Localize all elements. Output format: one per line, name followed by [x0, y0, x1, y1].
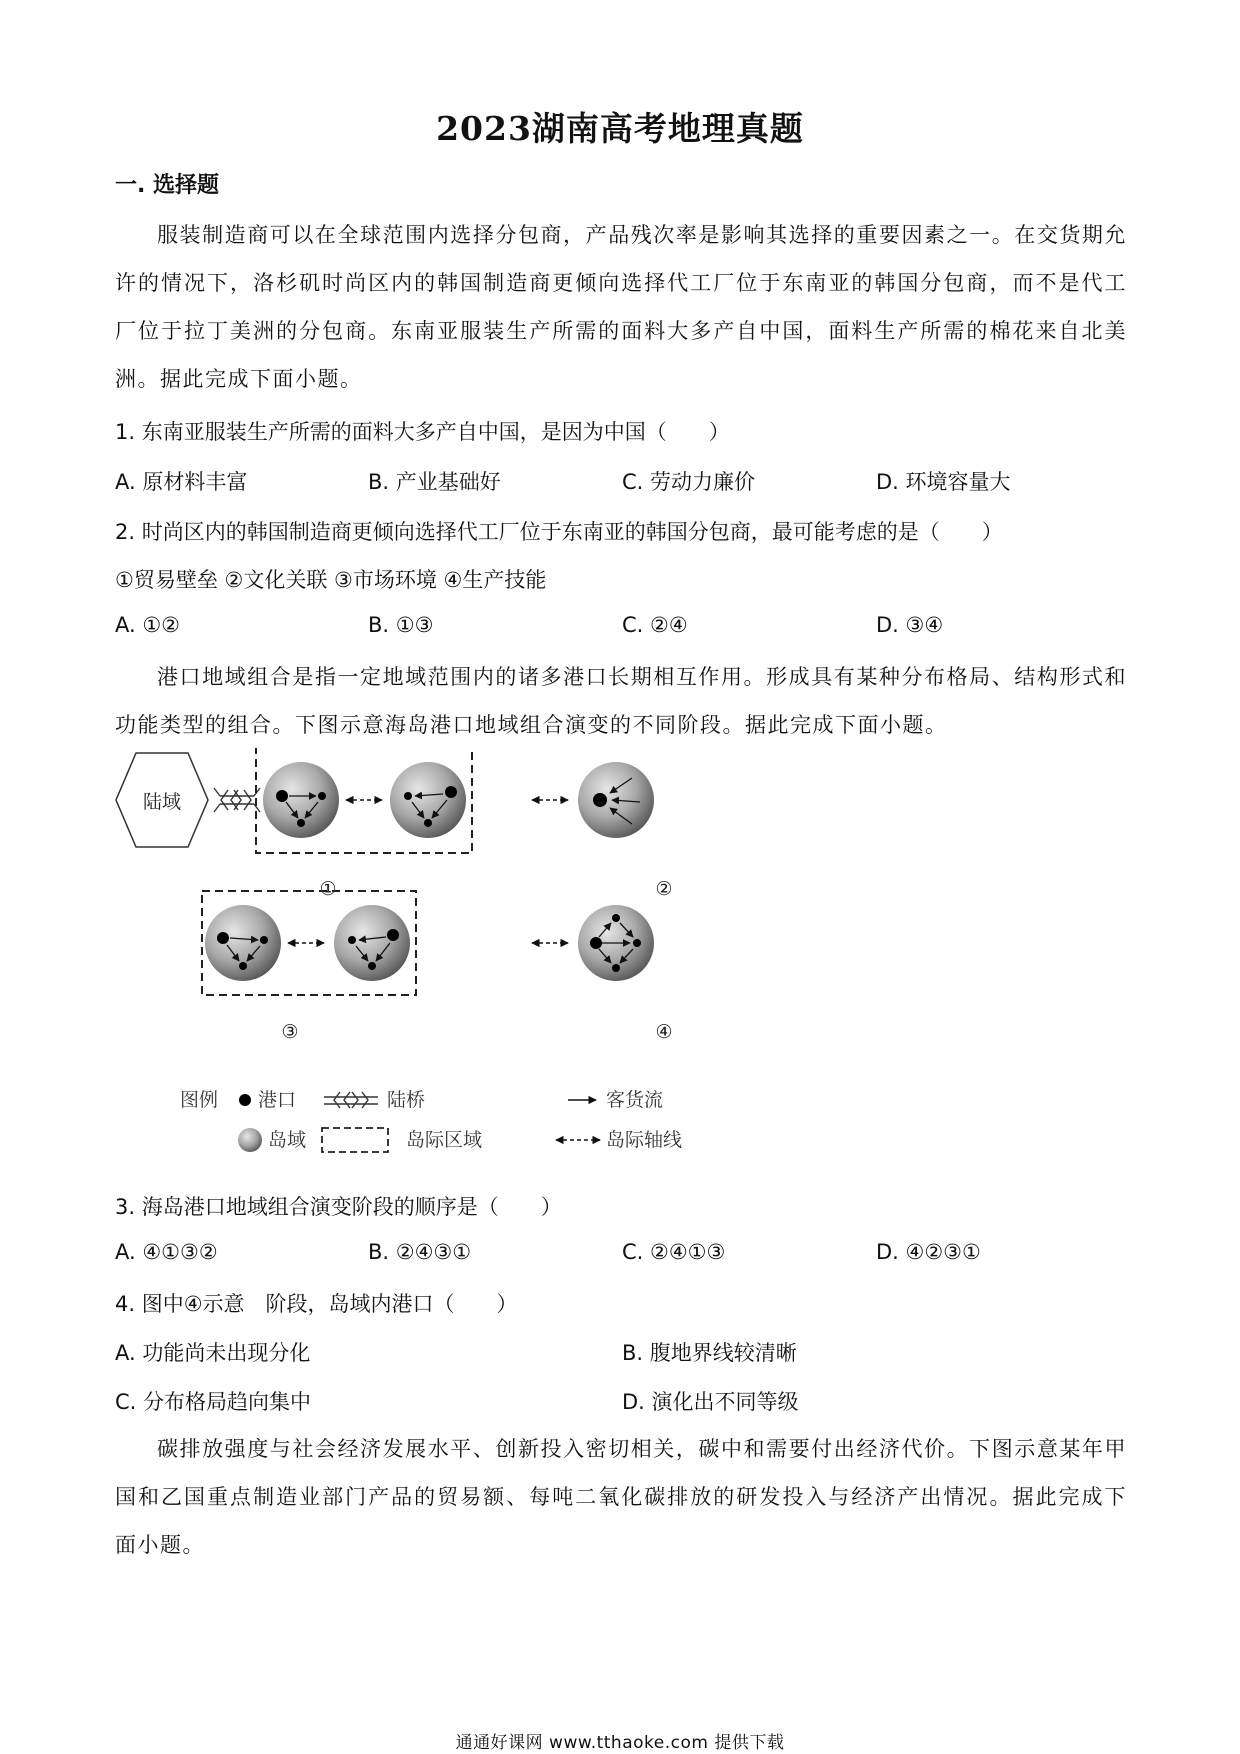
- stage-3-label: ③: [281, 1021, 299, 1043]
- major-port-dot: [593, 793, 607, 807]
- port-evolution-diagram: [110, 748, 750, 1168]
- stage-4-label: ④: [655, 1021, 673, 1043]
- q2-option-a: A. ①②: [115, 613, 180, 637]
- question-3-stem: 3. 海岛港口地域组合演变阶段的顺序是（ ）: [115, 1195, 562, 1219]
- island-stage1-right: [390, 762, 466, 838]
- q1-option-b: B. 产业基础好: [368, 470, 501, 494]
- question-1-stem: 1. 东南亚服装生产所需的面料大多产自中国，是因为中国（ ）: [115, 420, 730, 444]
- q4-option-c: C. 分布格局趋向集中: [115, 1390, 312, 1414]
- island-stage3-right: [334, 905, 410, 981]
- q3-option-a: A. ④①③②: [115, 1240, 218, 1264]
- port-dot: [368, 962, 376, 970]
- q4-option-a: A. 功能尚未出现分化: [115, 1341, 311, 1365]
- legend-land-bridge-label: 陆桥: [387, 1089, 426, 1111]
- legend-island-label: 岛域: [268, 1129, 307, 1151]
- major-port-dot: [217, 932, 229, 944]
- q1-option-c: C. 劳动力廉价: [622, 470, 756, 494]
- q2-option-c: C. ②④: [622, 613, 688, 637]
- legend-title: 图例: [180, 1089, 219, 1111]
- legend-region-box: [322, 1128, 388, 1152]
- q3-option-d: D. ④②③①: [876, 1240, 981, 1264]
- q1-option-d: D. 环境容量大: [876, 470, 1011, 494]
- q2-option-b: B. ①③: [368, 613, 434, 637]
- island-stage4: [578, 905, 654, 981]
- port-dot: [612, 914, 620, 922]
- q4-option-d: D. 演化出不同等级: [622, 1390, 799, 1414]
- port-dot: [260, 936, 268, 944]
- diagram-legend: [180, 1089, 682, 1152]
- port-dot: [633, 939, 641, 947]
- passage-carbon-emission: 碳排放强度与社会经济发展水平、创新投入密切相关，碳中和需要付出经济代价。下图示意某年甲国和乙国重点制造业部门产品的贸易额、每吨二氧化碳排放的研发投入与经济产出情况。据此完成下面小题。: [115, 1437, 1127, 1557]
- legend-port-label: 港口: [258, 1089, 297, 1111]
- land-domain-hexagon: [116, 753, 208, 847]
- major-port-dot: [445, 786, 457, 798]
- major-port-dot: [590, 937, 602, 949]
- footer-source: 通通好课网 www.tthaoke.com 提供下载: [455, 1733, 785, 1753]
- stage-2-label: ②: [655, 878, 673, 900]
- q3-option-b: B. ②④③①: [368, 1240, 472, 1264]
- legend-port-dot: [239, 1094, 251, 1106]
- major-port-dot: [387, 929, 399, 941]
- land-domain-label: 陆域: [142, 791, 182, 813]
- port-dot: [348, 936, 356, 944]
- port-dot: [404, 792, 412, 800]
- legend-region-label: 岛际区域: [406, 1129, 483, 1151]
- port-dot: [239, 962, 247, 970]
- legend-land-bridge-symbol: [324, 1092, 378, 1108]
- port-dot: [424, 819, 432, 827]
- passage-port-combination: 港口地域组合是指一定地域范围内的诸多港口长期相互作用。形成具有某种分布格局、结构形式和功能类型的组合。下图示意海岛港口地域组合演变的不同阶段。据此完成下面小题。: [115, 665, 1127, 737]
- q2-option-d: D. ③④: [876, 613, 944, 637]
- q3-option-c: C. ②④①③: [622, 1240, 726, 1264]
- question-4-stem: 4. 图中④示意 阶段，岛域内港口（ ）: [115, 1292, 518, 1316]
- question-2-stem: 2. 时尚区内的韩国制造商更倾向选择代工厂位于东南亚的韩国分包商，最可能考虑的是（ ）: [115, 520, 1003, 544]
- land-bridge-symbol: [214, 788, 260, 812]
- island-stage2: [578, 762, 654, 838]
- passage-garment-subcontracting: 服装制造商可以在全球范围内选择分包商，产品残次率是影响其选择的重要因素之一。在交货期允许的情况下，洛杉矶时尚区内的韩国制造商更倾向选择代工厂位于东南亚的韩国分包商，而不是代工厂位于拉丁美洲的分包商。东南亚服装生产所需的面料大多产自中国，面料生产所需的棉花来自北美洲。据此完成下面小题。: [115, 223, 1127, 391]
- question-2-items: ①贸易壁垒 ②文化关联 ③市场环境 ④生产技能: [115, 568, 547, 592]
- port-dot: [297, 819, 305, 827]
- legend-axis-label: 岛际轴线: [606, 1129, 683, 1151]
- major-port-dot: [276, 790, 288, 802]
- q1-option-a: A. 原材料丰富: [115, 470, 248, 494]
- page-title: 2023湖南高考地理真题: [436, 109, 804, 148]
- port-dot: [318, 792, 326, 800]
- island-stage3-left: [205, 905, 281, 981]
- port-dot: [612, 964, 620, 972]
- legend-flow-label: 客货流: [606, 1089, 664, 1111]
- stage-1-label: ①: [319, 878, 337, 900]
- section-heading: 一. 选择题: [115, 173, 220, 198]
- q4-option-b: B. 腹地界线较清晰: [622, 1341, 797, 1365]
- island-stage1-left: [263, 762, 339, 838]
- legend-island-circle: [238, 1128, 262, 1152]
